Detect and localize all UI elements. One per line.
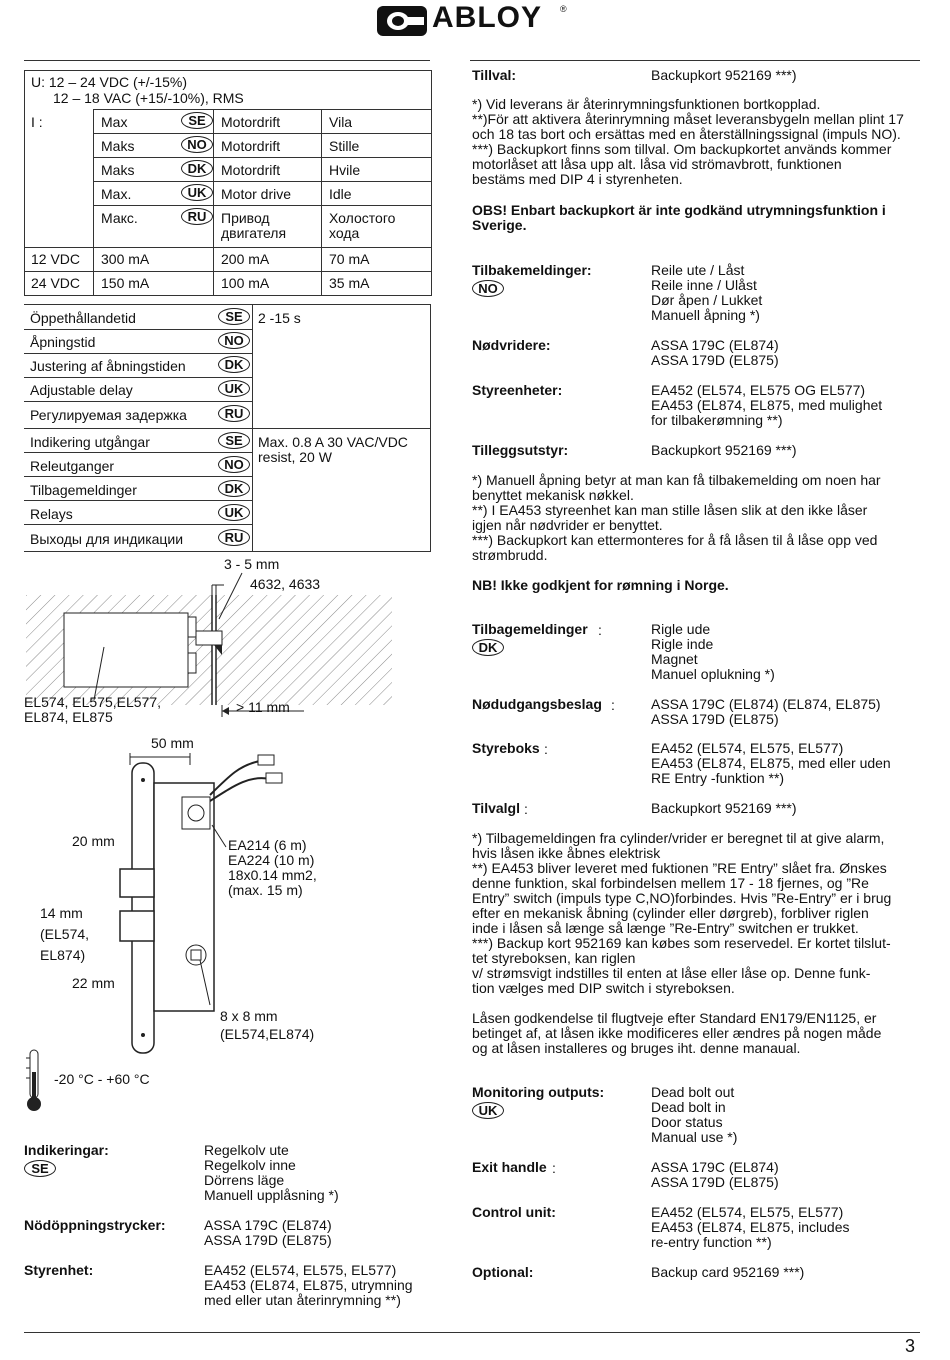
no-feedback-value: Reile ute / Låst Reile inne / Ulåst Dør åpen / Lukket Manuell åpning *) — [651, 262, 763, 323]
vdc24-max: 150 mA — [101, 275, 150, 291]
out-label-dk: Tilbagemeldinger — [30, 482, 137, 498]
uk-monitoring-value: Dead bolt out Dead bolt in Door status Manual use *) — [651, 1084, 738, 1145]
no-emergency-value: ASSA 179C (EL874) ASSA 179D (EL875) — [651, 337, 779, 368]
uk-exit-label: Exit handle — [472, 1159, 547, 1175]
delay-label-ru: Регулируемая задержка — [30, 407, 187, 423]
dk-feedback-value: Rigle ude Rigle inde Magnet Manuel oplukning *) — [651, 621, 775, 682]
voltage-ac: 12 – 18 VAC (+15/-10%), RMS — [53, 90, 244, 106]
min-gap-dimension: > 11 mm — [236, 699, 290, 715]
out-badge-dk: DK — [218, 480, 250, 497]
voltage-dc: U: 12 – 24 VDC (+/-15%) — [31, 74, 188, 90]
delay-badge-se: SE — [218, 308, 250, 325]
vdc24-label: 24 VDC — [31, 275, 81, 291]
current-table — [24, 70, 432, 296]
delay-label-uk: Adjustable delay — [30, 382, 133, 398]
se-block-badge: SE — [24, 1160, 56, 1177]
delay-outputs-table — [24, 304, 431, 552]
dk-box-label: Styreboks — [472, 740, 540, 756]
delay-badge-dk: DK — [218, 356, 250, 373]
square-spindle: 8 x 8 mm (EL574,EL874) — [220, 1008, 315, 1042]
cable-spec: EA214 (6 m) EA224 (10 m) 18x0.14 mm2, (max. 15 m) — [228, 837, 317, 898]
se-obs: OBS! Enbart backupkort är inte godkänd utrymningsfunktion i Sverige. — [472, 202, 886, 233]
no-feedback-label: Tilbakemeldinger: — [472, 262, 592, 278]
no-notes: *) Manuell åpning betyr at man kan få tilbakemelding om noen har benyttet mekanisk nøkkel. **) I EA453 styreenhet kan man stille låsen slik at den ikke låser igjen når nødvrider er benyttet. ***) Backupkort kan ettermonteres for å få låsen til å låse opp ved strømbrudd. — [472, 472, 881, 563]
uk-monitoring-label: Monitoring outputs: — [472, 1084, 605, 1100]
delay-label-no: Åpningstid — [30, 334, 96, 350]
strike-models: 4632, 4633 — [250, 576, 321, 592]
delay-value: 2 -15 s — [258, 310, 301, 326]
lang-badge-dk: DK — [181, 160, 213, 177]
temperature-range: -20 °C - +60 °C — [54, 1071, 150, 1087]
dim-14mm: 14 mm (EL574, EL874) — [40, 905, 90, 963]
max-se: Max — [101, 114, 128, 130]
dim-22mm: 22 mm — [72, 975, 115, 991]
outputs-value: Max. 0.8 A 30 VAC/VDC resist, 20 W — [258, 434, 408, 465]
brand-name: ABLOY — [432, 1, 542, 34]
out-label-uk: Relays — [30, 506, 73, 522]
dk-hardware-label: Nødudgangsbeslag — [472, 696, 602, 712]
gap-dimension: 3 - 5 mm — [224, 556, 280, 572]
uk-control-label: Control unit: — [472, 1204, 556, 1220]
out-badge-uk: UK — [218, 504, 250, 521]
dk-block-badge: DK — [472, 639, 504, 656]
dk-optional-value: Backupkort 952169 ***) — [651, 800, 797, 816]
lock-models: EL574, EL575,EL577, EL874, EL875 — [24, 694, 162, 725]
se-optional-label: Tillval: — [472, 67, 517, 83]
out-badge-se: SE — [218, 432, 250, 449]
motor-dk: Motordrift — [221, 162, 281, 178]
se-indications-value: Regelkolv ute Regelkolv inne Dörrens läge Manuell upplåsning *) — [204, 1142, 339, 1203]
idle-ru: Холостого хода — [329, 210, 396, 241]
se-indications-label: Indikeringar: — [24, 1142, 109, 1158]
dk-feedback-label: Tilbagemeldinger — [472, 621, 588, 637]
uk-optional-label: Optional: — [472, 1264, 534, 1280]
out-label-ru: Выходы для индикации — [30, 531, 184, 547]
idle-dk: Hvile — [329, 162, 361, 178]
dk-optional-label: Tilvalgl — [472, 800, 520, 816]
thermometer-icon — [24, 1048, 44, 1114]
motor-no: Motordrift — [221, 138, 281, 154]
lang-badge-ru: RU — [181, 208, 213, 225]
dk-notes: *) Tilbagemeldingen fra cylinder/vrider er beregnet til at give alarm, hvis låsen ikke åbnes elektrisk **) EA453 bliver leveret med fuktionen ”RE Entry” slået fra. Ønskes denne funktion, skal forbindelsen mellem 17 - 18 fjernes, og ”Re Entry” switch (impuls type C,NO)forbindes. Hvis ”Re-Entry” er i brug efter en mekanisk åbning (cylinder eller dørgreb), forbliver riglen inde i låsen så længe så længe ”Re-Entry” switchen er trukket. ***) Backup kort 952169 kan købes som reservedel. Er kortet tilslut- tet styreboksen, kan riglen v/ strømsvigt indstilles til enten at låse eller låse op. Denne funk- tion vælges med DIP switch i styreboksen. — [472, 830, 892, 996]
delay-label-se: Öppethållandetid — [30, 310, 136, 326]
se-unit-label: Styrenhet: — [24, 1262, 94, 1278]
se-optional-value: Backupkort 952169 ***) — [651, 67, 797, 83]
dim-20mm: 20 mm — [72, 833, 115, 849]
lang-badge-uk: UK — [181, 184, 213, 201]
max-no: Maks — [101, 138, 135, 154]
uk-exit-value: ASSA 179C (EL874) ASSA 179D (EL875) — [651, 1159, 779, 1190]
se-push-label: Nödöppningstrycker: — [24, 1217, 166, 1233]
out-label-se: Indikering utgångar — [30, 434, 150, 450]
vdc12-max: 300 mA — [101, 251, 150, 267]
max-uk: Max. — [101, 186, 132, 202]
dk-hardware-value: ASSA 179C (EL874) (EL874, EL875) ASSA 179D (EL875) — [651, 696, 881, 727]
no-accessory-label: Tilleggsutstyr: — [472, 442, 569, 458]
se-push-value: ASSA 179C (EL874) ASSA 179D (EL875) — [204, 1217, 332, 1248]
delay-label-dk: Justering af åbningstiden — [30, 358, 186, 374]
uk-block-badge: UK — [472, 1102, 504, 1119]
out-label-no: Releutganger — [30, 458, 115, 474]
idle-se: Vila — [329, 114, 353, 130]
uk-control-value: EA452 (EL574, EL575, EL577) EA453 (EL874, EL875, includes re-entry function **) — [651, 1204, 850, 1250]
no-nb: NB! Ikke godkjent for rømning i Norge. — [472, 577, 729, 593]
out-badge-ru: RU — [218, 529, 250, 546]
no-accessory-value: Backupkort 952169 ***) — [651, 442, 797, 458]
max-dk: Maks — [101, 162, 135, 178]
se-notes: *) Vid leverans är återinrymningsfunktionen bortkopplad. **)För att aktivera återinrymning måset leveransbygeln mellan plint 17 och 18 tas bort och ersättas med en återställningssignal (impuls NO). ***) Backupkort finns som tillval. Om backupkortet används kommer motorlåset att låsa upp alt. låsa vid strömavbrott, funktionen bestäms med DIP 4 i styrenheten. — [472, 96, 904, 187]
dk-box-value: EA452 (EL574, EL575, EL577) EA453 (EL874, EL875, med eller uden RE Entry -funktion **) — [651, 740, 891, 786]
motor-ru: Привод двигателя — [221, 210, 287, 241]
current-label: I : — [31, 114, 43, 130]
no-control-value: EA452 (EL574, EL575 OG EL577) EA453 (EL874, EL875, med mulighet for tilbakerømning **) — [651, 382, 883, 428]
lang-badge-se: SE — [181, 112, 213, 129]
no-block-badge: NO — [472, 280, 504, 297]
motor-se: Motordrift — [221, 114, 281, 130]
width-dimension: 50 mm — [151, 735, 194, 751]
abloy-key-icon — [376, 2, 428, 38]
motor-uk: Motor drive — [221, 186, 292, 202]
delay-badge-no: NO — [218, 332, 250, 349]
delay-badge-uk: UK — [218, 380, 250, 397]
vdc12-label: 12 VDC — [31, 251, 81, 267]
se-unit-value: EA452 (EL574, EL575, EL577) EA453 (EL874, EL875, utrymning med eller utan återinrymning **) — [204, 1262, 413, 1308]
max-ru: Макс. — [101, 210, 138, 226]
registered-mark: ® — [560, 4, 567, 14]
vdc12-idle: 70 mA — [329, 251, 370, 267]
no-control-label: Styreenheter: — [472, 382, 563, 398]
delay-badge-ru: RU — [218, 405, 250, 422]
uk-optional-value: Backup card 952169 ***) — [651, 1264, 805, 1280]
out-badge-no: NO — [218, 456, 250, 473]
no-emergency-label: Nødvridere: — [472, 337, 551, 353]
abloy-logo — [376, 2, 576, 40]
lang-badge-no: NO — [181, 136, 213, 153]
idle-no: Stille — [329, 138, 360, 154]
vdc24-motor: 100 mA — [221, 275, 270, 291]
dk-approval: Låsen godkendelse til flugtveje efter Standard EN179/EN1125, er betinget af, at låsen ikke modificeres eller ændres på nogen måde og at låsen installeres og bruges iht. denne manaual. — [472, 1010, 882, 1056]
idle-uk: Idle — [329, 186, 352, 202]
vdc12-motor: 200 mA — [221, 251, 270, 267]
page-number: 3 — [905, 1336, 916, 1356]
vdc24-idle: 35 mA — [329, 275, 370, 291]
